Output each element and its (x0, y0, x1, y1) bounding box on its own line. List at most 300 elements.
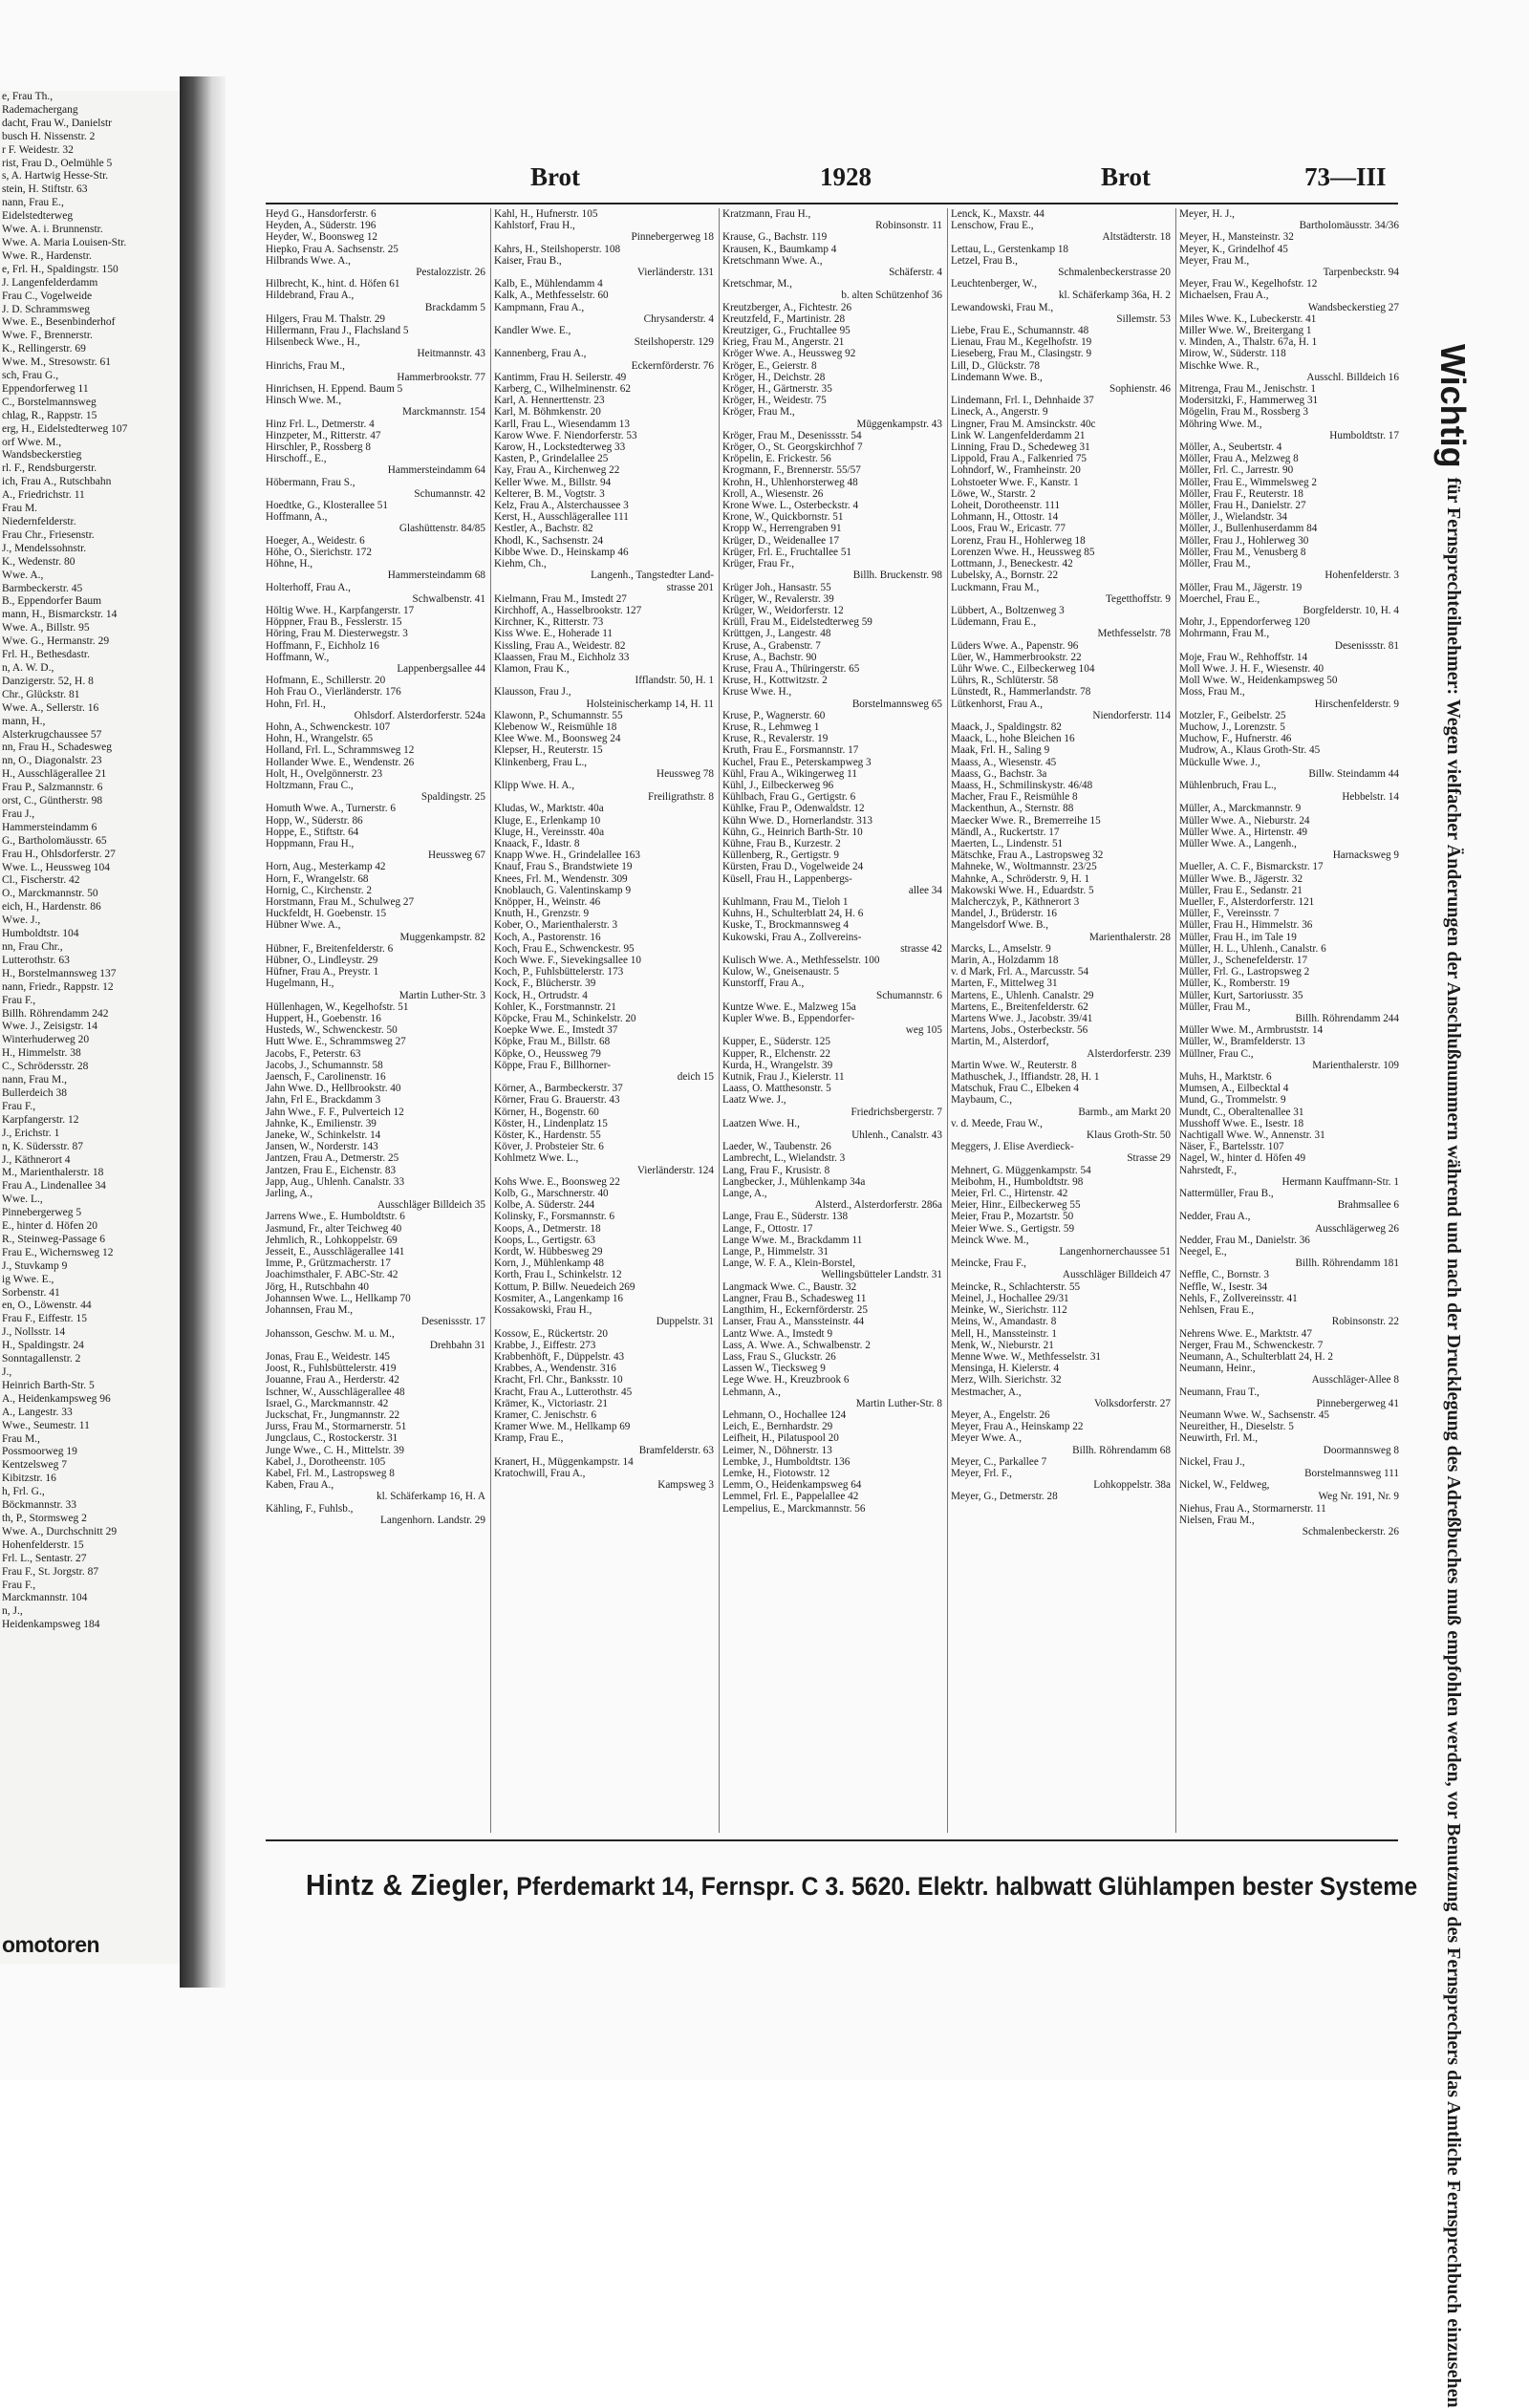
left-page-line: Barmbeckerstr. 45 (2, 582, 83, 594)
entry-continuation: Ausschl. Billdeich 16 (1306, 371, 1399, 383)
column-divider (1175, 208, 1176, 1833)
directory-entry: Kropp W., Herrengraben 91 (722, 523, 842, 535)
directory-entry: Kretschmann Wwe. A., (722, 254, 823, 267)
left-page-line: A., Friedrichstr. 11 (2, 489, 85, 502)
left-page-line: Wwe. A., Durchschnitt 29 (2, 1525, 118, 1537)
left-page-line: Hohenfelderstr. 15 (2, 1538, 84, 1551)
directory-entry: Kranert, H., Müggenkampstr. 14 (494, 1455, 634, 1468)
directory-entry: Langmack Wwe. C., Baustr. 32 (722, 1280, 857, 1293)
left-page-line: Pinnebergerweg 5 (2, 1207, 82, 1219)
directory-entry: Leimer, N., Döhnerstr. 13 (722, 1444, 832, 1456)
directory-entry: Koch, A., Pastorenstr. 16 (494, 931, 601, 943)
directory-entry: Nehls, F., Zollvereinsstr. 41 (1179, 1292, 1298, 1304)
directory-entry: Lührs, R., Schlüterstr. 58 (951, 675, 1059, 687)
directory-entry: Lorenzen Wwe. H., Heussweg 85 (951, 546, 1095, 558)
left-page-line: nn, Frau H., Schadesweg (2, 742, 112, 754)
directory-entry: Nerger, Frau M., Schwenckestr. 7 (1179, 1339, 1324, 1351)
directory-entry: Laatz Wwe. J., (722, 1094, 786, 1107)
directory-entry: Kramp, Frau E., (494, 1432, 564, 1445)
directory-entry: Kober, O., Marienthalerstr. 3 (494, 919, 618, 932)
directory-entry: Israel, G., Marckmannstr. 42 (266, 1397, 389, 1409)
left-page-line: Bullerdeich 38 (2, 1086, 68, 1099)
entry-continuation: Heussweg 78 (657, 767, 714, 780)
left-page-line: K., Rellingerstr. 69 (2, 343, 86, 355)
left-page-line: Wwe. G., Hermanstr. 29 (2, 635, 110, 648)
directory-column-5 (1179, 208, 1401, 1833)
directory-entry: Motzler, F., Geibelstr. 25 (1179, 709, 1286, 721)
directory-entry: Körner, A., Barmbeckerstr. 37 (494, 1083, 623, 1095)
directory-entry: Hutt Wwe. E., Schrammsweg 27 (266, 1036, 406, 1048)
entry-continuation: Schmalenbeckerstrasse 20 (1058, 267, 1171, 279)
entry-continuation: strasse 42 (900, 942, 942, 955)
directory-entry: Hilgers, Frau M. Thalstr. 29 (266, 312, 386, 325)
left-page-line: Heidenkampsweg 184 (2, 1619, 100, 1631)
sidebar-headline: Wichtig (1432, 344, 1473, 468)
left-page-line: J., Nollsstr. 14 (2, 1326, 66, 1339)
directory-entry: Kaiser, Frau B., (494, 254, 562, 267)
left-page-line: Billh. Röhrendamm 242 (2, 1007, 109, 1020)
directory-entry: Neffle, W., Isestr. 34 (1179, 1280, 1268, 1293)
directory-entry: Krüll, Frau M., Eidelstedterweg 59 (722, 616, 872, 629)
left-page-line: J., Mendelssohnstr. (2, 542, 87, 554)
entry-continuation: Schmalenbeckerstr. 26 (1302, 1525, 1399, 1537)
directory-entry: Johannsen Wwe. L., Hellkamp 70 (266, 1292, 411, 1304)
directory-entry: Lantz Wwe. A., Imstedt 9 (722, 1327, 833, 1340)
directory-entry: Letzel, Frau B., (951, 254, 1018, 267)
directory-entry: Krüger, W., Revalerstr. 39 (722, 592, 834, 605)
directory-entry: Juckschat, Fr., Jungmannstr. 22 (266, 1408, 400, 1421)
directory-entry: Kuhlmann, Frau M., Tieloh 1 (722, 895, 849, 908)
directory-entry: Höppner, Frau B., Fesslerstr. 15 (266, 616, 402, 629)
directory-entry: Kelterer, B. M., Vogtstr. 3 (494, 487, 605, 500)
directory-entry: Koepke Wwe. E., Imstedt 37 (494, 1024, 618, 1037)
left-page-line: chlag, R., Rappstr. 15 (2, 409, 97, 421)
directory-entry: Hoffmann, W., (266, 651, 330, 663)
directory-entry: Kottum, P. Billw. Neuedeich 269 (494, 1280, 635, 1293)
directory-entry: Kracht, Frau A., Lutterothstr. 45 (494, 1386, 633, 1398)
directory-entry: Koch Wwe. F., Sievekingsallee 10 (494, 955, 641, 966)
directory-entry: Mudrow, A., Klaus Groth-Str. 45 (1179, 744, 1321, 757)
directory-entry: Langner, Frau B., Schadesweg 11 (722, 1292, 867, 1304)
directory-entry: Hoh Frau O., Vierländerstr. 176 (266, 686, 401, 699)
directory-entry: Moll Wwe. W., Heidenkampsweg 50 (1179, 675, 1338, 687)
left-page-line: Wwe., Seumestr. 11 (2, 1419, 90, 1431)
left-page-lines (0, 91, 180, 1632)
directory-entry: Karow Wwe. F. Niendorferstr. 53 (494, 429, 637, 441)
directory-entry: Möller, Frau H., Danielstr. 27 (1179, 500, 1306, 512)
directory-entry: Krieg, Frau M., Angerstr. 21 (722, 336, 845, 349)
directory-entry: Hübner Wwe. A., (266, 919, 341, 932)
directory-entry: Lohstoeter Wwe. F., Kanstr. 1 (951, 476, 1079, 488)
directory-entry: Hinrichs, Frau M., (266, 359, 345, 372)
entry-continuation: Harnacksweg 9 (1332, 849, 1399, 862)
directory-entry: Lempelius, E., Marckmannstr. 56 (722, 1502, 866, 1515)
directory-entry: Kolb, G., Marschnerstr. 40 (494, 1188, 609, 1200)
directory-entry: Müller, Frau H., im Tale 19 (1179, 931, 1297, 943)
directory-entry: Meibohm, H., Humboldtstr. 98 (951, 1175, 1084, 1188)
entry-continuation: Hermann Kauffmann-Str. 1 (1281, 1175, 1399, 1188)
left-page-line: nann, Friedr., Rappstr. 12 (2, 980, 114, 993)
directory-entry: Kratzmann, Frau H., (722, 208, 811, 220)
left-page-line: n, J., (2, 1605, 23, 1618)
directory-entry: Hohn, Frl. H., (266, 698, 326, 710)
directory-entry: Knoblauch, G. Valentinskamp 9 (494, 884, 632, 896)
directory-entry: Kukowski, Frau A., Zollvereins- (722, 931, 862, 943)
directory-entry: Muhs, H., Marktstr. 6 (1179, 1071, 1272, 1084)
directory-entry: Höltig Wwe. H., Karpfangerstr. 17 (266, 604, 415, 616)
directory-entry: Hoffmann, F., Eichholz 16 (266, 639, 379, 652)
directory-entry: Krabbe, J., Eiffestr. 273 (494, 1339, 596, 1351)
entry-continuation: Eckernförderstr. 76 (631, 359, 714, 372)
directory-entry: Kühl, Frau A., Wikingerweg 11 (722, 767, 857, 780)
left-page-line: J. D. Schrammsweg (2, 303, 90, 315)
directory-entry: Kuchel, Frau E., Peterskampweg 3 (722, 756, 872, 768)
left-page-line: J., Käthnerort 4 (2, 1153, 71, 1166)
directory-entry: Kunstorff, Frau A., (722, 978, 805, 990)
directory-entry: Müller, F., Vereinsstr. 7 (1179, 908, 1280, 920)
directory-entry: Kielmann, Frau M., Imstedt 27 (494, 592, 627, 605)
directory-entry: Mathuschek, J., Iffiandstr. 28, H. 1 (951, 1071, 1100, 1084)
directory-entry: Möller, Frau J., Hohlerweg 30 (1179, 534, 1309, 547)
directory-entry: Hirschler, P., Rossberg 8 (266, 441, 371, 454)
entry-continuation: Barmb., am Markt 20 (1078, 1106, 1171, 1118)
entry-continuation: Ausschlägerweg 26 (1315, 1222, 1399, 1235)
directory-entry: Müller, Frau M., (1179, 1000, 1251, 1013)
directory-entry: Krüger, W., Weidorferstr. 12 (722, 604, 844, 616)
left-page-line: Frau E., Wichernsweg 12 (2, 1246, 114, 1258)
directory-entry: Kretschmar, M., (722, 278, 792, 290)
directory-entry: Neumann, A., Schulterblatt 24, H. 2 (1179, 1350, 1333, 1363)
left-page-line: Wwe. M., Stresowstr. 61 (2, 356, 112, 369)
entry-continuation: Billh. Röhrendamm 68 (1072, 1444, 1171, 1456)
directory-entry: Huppert, H., Goebenstr. 16 (266, 1013, 381, 1025)
directory-entry: Müllner, Frau C., (1179, 1047, 1254, 1060)
left-page-line: orf Wwe. M., (2, 436, 62, 448)
entry-continuation: Humboldtstr. 17 (1329, 429, 1399, 441)
directory-entry: Knuth, H., Grenzstr. 9 (494, 908, 590, 920)
directory-entry: Kahrs, H., Steilshoperstr. 108 (494, 243, 621, 255)
directory-entry: Kohler, K., Forstmannstr. 21 (494, 1000, 616, 1013)
directory-entry: Kludas, W., Marktstr. 40a (494, 803, 604, 815)
directory-entry: Mestmacher, A., (951, 1386, 1022, 1398)
directory-entry: Ischner, W., Ausschlägerallee 48 (266, 1386, 405, 1398)
directory-column-1 (266, 208, 487, 1833)
directory-entry: Neumann, Frau T., (1179, 1386, 1260, 1398)
entry-continuation: Vierländerstr. 124 (636, 1164, 714, 1176)
directory-entry: Müller, A., Marckmannstr. 9 (1179, 803, 1302, 815)
directory-entry: Langthim, H., Eckernförderstr. 25 (722, 1304, 868, 1317)
directory-entry: Meinel, J., Hochallee 29/31 (951, 1292, 1069, 1304)
directory-entry: Neumann Wwe. W., Sachsenstr. 45 (1179, 1408, 1330, 1421)
left-page-line: Wwe. A., (2, 569, 44, 581)
left-page-line: orst, C., Güntherstr. 98 (2, 795, 103, 807)
directory-entry: Marten, F., Mittelweg 31 (951, 978, 1058, 990)
directory-entry: Meyer, Frau A., Heinskamp 22 (951, 1421, 1084, 1433)
left-page-line: Frau P., Salzmannstr. 6 (2, 782, 103, 794)
directory-entry: Klee Wwe. M., Boonsweg 24 (494, 733, 621, 745)
directory-entry: Karow, H., Lockstedterweg 33 (494, 441, 626, 454)
directory-entry: Niehus, Frau A., Stormarnerstr. 11 (1179, 1502, 1326, 1515)
directory-column-4 (951, 208, 1173, 1833)
directory-entry: Jarrens Wwe., E. Humboldtstr. 6 (266, 1211, 405, 1223)
directory-entry: Kratochwill, Frau A., (494, 1467, 586, 1479)
directory-entry: Kock, H., Ortrudstr. 4 (494, 989, 588, 1001)
advertisement-footer (306, 1868, 1418, 1903)
left-page-line: e, Frl. H., Spaldingstr. 150 (2, 263, 118, 275)
directory-entry: Maack, L., hohe Bleichen 16 (951, 733, 1075, 745)
entry-continuation: Hohenfelderstr. 3 (1324, 570, 1399, 582)
directory-entry: Jahn, Frl E., Brackdamm 3 (266, 1094, 381, 1107)
directory-entry: Kruse, R., Revalerstr. 19 (722, 733, 829, 745)
directory-entry: Kürsten, Frau D., Vogelweide 24 (722, 861, 864, 873)
directory-entry: Kiehm, Ch., (494, 558, 547, 570)
directory-entry: Horn, Aug., Mesterkamp 42 (266, 861, 386, 873)
left-page-line: Wwe. R., Hardenstr. (2, 249, 92, 262)
directory-entry: Neffle, C., Bornstr. 3 (1179, 1269, 1269, 1281)
directory-entry: Lineck, A., Angerstr. 9 (951, 406, 1048, 419)
directory-entry: Moss, Frau M., (1179, 686, 1245, 699)
directory-entry: Kaben, Frau A., (266, 1479, 334, 1492)
left-page-line: Frau J., (2, 807, 35, 820)
directory-entry: Horstmann, Frau M., Schulweg 27 (266, 895, 415, 908)
directory-entry: Möller, J., Bullenhuserdamm 84 (1179, 523, 1318, 535)
directory-entry: Meincke, Frau F., (951, 1258, 1026, 1270)
left-page-line: mann, H., Bismarckstr. 14 (2, 609, 118, 621)
directory-entry: Hüllenhagen, W., Kegelhofstr. 51 (266, 1000, 409, 1013)
directory-entry: Marin, A., Holzdamm 18 (951, 955, 1059, 966)
directory-entry: Holtzmann, Frau C., (266, 779, 354, 791)
footer-rule (266, 1839, 1398, 1841)
directory-entry: Hinrichsen, H. Eppend. Baum 5 (266, 383, 403, 396)
left-page-line: H., Himmelstr. 38 (2, 1047, 81, 1060)
directory-entry: Mohrmann, Frau M., (1179, 628, 1270, 640)
entry-continuation: Schwalbenstr. 41 (412, 592, 485, 605)
left-page-line: Wwe. A. Maria Louisen-Str. (2, 236, 127, 248)
entry-continuation: kl. Schäferkamp 36a, H. 2 (1058, 290, 1171, 302)
directory-entry: Muchow, J., Lorenzstr. 5 (1179, 720, 1285, 733)
left-page-line: Kibitzstr. 16 (2, 1473, 56, 1485)
directory-entry: Laeder, W., Taubenstr. 26 (722, 1141, 831, 1153)
left-page-line: Kentzelsweg 7 (2, 1459, 68, 1472)
left-page-line: th, P., Stormsweg 2 (2, 1512, 87, 1524)
directory-entry: Lingner, Frau M. Amsinckstr. 40c (951, 418, 1096, 430)
directory-entry: Lass, A. Wwe. A., Schwalbenstr. 2 (722, 1339, 871, 1351)
entry-continuation: Kampsweg 3 (657, 1479, 714, 1492)
directory-entry: Lottmann, J., Beneckestr. 42 (951, 558, 1073, 570)
entry-continuation: Schumannstr. 42 (414, 487, 485, 500)
directory-entry: Kröger, H., Deichstr. 28 (722, 371, 826, 383)
directory-entry: Hildebrand, Frau A., (266, 290, 355, 302)
directory-entry: Meyer, H., Mansteinstr. 32 (1179, 231, 1294, 244)
directory-entry: Jacobs, F., Peterstr. 63 (266, 1047, 361, 1060)
directory-entry: Krüttgen, J., Langestr. 48 (722, 628, 831, 640)
directory-entry: Horn, F., Wrangelstr. 68 (266, 872, 369, 885)
directory-entry: Mögelin, Frau M., Rossberg 3 (1179, 406, 1308, 419)
directory-entry: Korth, Frau I., Schinkelstr. 12 (494, 1269, 622, 1281)
entry-continuation: Steilshoperstr. 129 (634, 336, 714, 349)
directory-entry: Hugelmann, H., (266, 978, 334, 990)
entry-continuation: Billh. Röhrendamm 181 (1295, 1258, 1399, 1270)
directory-entry: Lünstedt, R., Hammerlandstr. 78 (951, 686, 1091, 699)
directory-entry: Kerst, H., Ausschlägerallee 111 (494, 511, 629, 524)
directory-entry: Kosmiter, A., Langenkamp 16 (494, 1292, 624, 1304)
left-page-line: s, A. Hartwig Hesse-Str. (2, 170, 109, 183)
directory-entry: Jahn Wwe. D., Hellbrookstr. 40 (266, 1083, 401, 1095)
directory-entry: Joost, R., Fuhlsbüttelerstr. 419 (266, 1363, 397, 1375)
entry-continuation: Wellingsbütteler Landstr. 31 (821, 1269, 942, 1281)
directory-entry: Hollander Wwe. E., Wendenstr. 26 (266, 756, 415, 768)
directory-entry: Hillermann, Frau J., Flachsland 5 (266, 325, 409, 337)
entry-continuation: Alsterd., Alsterdorferstr. 286a (814, 1199, 942, 1212)
directory-entry: Kolinsky, F., Forsmannstr. 6 (494, 1211, 615, 1223)
entry-continuation: Altstädterstr. 18 (1102, 231, 1171, 244)
directory-entry: Neureither, H., Dieselstr. 5 (1179, 1421, 1294, 1433)
entry-continuation: Ausschläger Billdeich 47 (1062, 1269, 1171, 1281)
left-page-line: Chr., Glückstr. 81 (2, 688, 80, 700)
directory-entry: Meinck Wwe. M., (951, 1234, 1029, 1246)
directory-entry: Krone Wwe. L., Osterbeckstr. 4 (722, 500, 859, 512)
left-page-line: Wwe. A., Billstr. 95 (2, 622, 90, 634)
directory-entry: Jahn Wwe., F. F., Pulverteich 12 (266, 1106, 404, 1118)
header-left-word: Brot (530, 162, 580, 191)
entry-continuation: Holsteinischerkamp 14, H. 11 (586, 698, 714, 710)
left-page-line: stein, H. Stiftstr. 63 (2, 183, 88, 196)
directory-entry: Lill, D., Glückstr. 78 (951, 359, 1040, 372)
directory-entry: Nickel, W., Feldweg, (1179, 1479, 1270, 1492)
left-page-line: B., Eppendorfer Baum (2, 595, 102, 608)
directory-entry: Mandel, J., Brüderstr. 16 (951, 908, 1057, 920)
directory-entry: Kahlstorf, Frau H., (494, 220, 575, 232)
directory-entry: Klebenow W., Reismühle 18 (494, 720, 617, 733)
column-divider (490, 208, 491, 1833)
directory-entry: Köppe, Frau F., Billhorner- (494, 1059, 611, 1071)
entry-continuation: Drehbahn 31 (429, 1339, 485, 1351)
directory-entry: Kluge, H., Vereinsstr. 40a (494, 826, 605, 838)
directory-entry: Maass, A., Wiesenstr. 45 (951, 756, 1057, 768)
directory-entry: Kreutzberger, A., Fichtestr. 26 (722, 301, 852, 313)
left-page-line: Frau M., (2, 1432, 40, 1445)
left-page-line: busch H. Nissenstr. 2 (2, 130, 96, 142)
directory-entry: Keller Wwe. M., Billstr. 94 (494, 476, 612, 488)
left-page-line: Wwe. A., Sellerstr. 16 (2, 701, 99, 714)
directory-entry: Lüer, W., Hammerbrookstr. 22 (951, 651, 1082, 663)
directory-entry: Kibbe Wwe. D., Heinskamp 46 (494, 546, 629, 558)
directory-entry: Janeke, W., Schinkelstr. 14 (266, 1129, 381, 1142)
directory-entry: Maass, G., Bachstr. 3a (951, 767, 1047, 780)
left-page-line: Hammersteindamm 6 (2, 821, 97, 833)
directory-entry: Müller, W., Bramfelderstr. 13 (1179, 1036, 1305, 1048)
directory-entry: Kissling, Frau A., Weidestr. 82 (494, 639, 626, 652)
directory-entry: Kröger, O., St. Georgskirchhof 7 (722, 441, 863, 454)
left-page-line: ich, Frau A., Rutschbahn (2, 476, 112, 488)
left-page-line: Rademachergang (2, 103, 78, 116)
directory-entry: Krüger, D., Weidenallee 17 (722, 534, 840, 547)
left-page-line: H., Borstelmannsweg 137 (2, 967, 117, 979)
directory-entry: Hübner, F., Breitenfelderstr. 6 (266, 942, 394, 955)
directory-entry: Lehmann, A., (722, 1386, 781, 1398)
directory-entry: Link W. Langenfelderdamm 21 (951, 429, 1086, 441)
entry-continuation: Hirschenfelderstr. 9 (1314, 698, 1399, 710)
directory-entry: Lassen W., Tiecksweg 9 (722, 1363, 826, 1375)
directory-entry: Kirchhoff, A., Hasselbrookstr. 127 (494, 604, 642, 616)
left-page-line: Frau H., Ohlsdorferstr. 27 (2, 848, 116, 860)
left-page-line: Cl., Fischerstr. 42 (2, 874, 80, 887)
left-page-line: Frau Chr., Friesenstr. (2, 528, 95, 541)
directory-column-2 (494, 208, 716, 1833)
directory-column-3 (722, 208, 944, 1833)
directory-entry: Möller, Frau A., Melzweg 8 (1179, 453, 1299, 465)
left-page-line: Frau F., (2, 1579, 36, 1591)
directory-entry: Höbermann, Frau S., (266, 476, 355, 488)
entry-continuation: Methfesselstr. 78 (1097, 628, 1171, 640)
directory-entry: Kuhns, H., Schulterblatt 24, H. 6 (722, 908, 864, 920)
left-page-line: H., Ausschlägerallee 21 (2, 768, 107, 781)
entry-continuation: Hammerbrookstr. 77 (397, 371, 485, 383)
directory-entry: Kupper, R., Elchenstr. 22 (722, 1047, 830, 1060)
directory-entry: Lemmel, Frl. E., Pappelallee 42 (722, 1491, 859, 1503)
directory-entry: Jörg, H., Rutschbahn 40 (266, 1280, 369, 1293)
left-page-line: Frau F., Eiffestr. 15 (2, 1313, 87, 1325)
directory-entry: Lembke, J., Humboldtstr. 136 (722, 1455, 851, 1468)
directory-entry: Moje, Frau W., Rehhoffstr. 14 (1179, 651, 1308, 663)
directory-entry: Klepser, H., Reuterstr. 15 (494, 744, 603, 757)
directory-entry: Neumann, Heinr., (1179, 1363, 1256, 1375)
directory-entry: Kordt, W. Hübbesweg 29 (494, 1246, 603, 1258)
directory-entry: Hohn, H., Wrangelstr. 65 (266, 733, 374, 745)
directory-entry: Kabel, Frl. M., Lastropsweg 8 (266, 1467, 395, 1479)
directory-entry: Hopp, W., Süderstr. 86 (266, 814, 363, 827)
directory-entry: Martens, E., Uhlenh. Canalstr. 29 (951, 989, 1094, 1001)
directory-entry: Karberg, C., Wilhelminenstr. 62 (494, 383, 631, 396)
directory-entry: Kruse, H., Kottwitzstr. 2 (722, 675, 828, 687)
directory-entry: Johannsen, Frau M., (266, 1304, 354, 1317)
directory-entry: Nehrens Wwe. E., Marktstr. 47 (1179, 1327, 1312, 1340)
directory-entry: Kruse Wwe. H., (722, 686, 792, 699)
entry-continuation: Langenhorn. Landstr. 29 (380, 1514, 485, 1526)
directory-entry: Klinkenberg, Frau L., (494, 756, 588, 768)
entry-continuation: Lohkoppelstr. 38a (1093, 1479, 1171, 1492)
directory-entry: Michaelsen, Frau A., (1179, 290, 1269, 302)
directory-entry: Kabel, J., Dorotheenstr. 105 (266, 1455, 386, 1468)
directory-entry: Müller Wwe. A., Langenh., (1179, 837, 1297, 849)
directory-entry: Jonas, Frau E., Weidestr. 145 (266, 1350, 391, 1363)
left-page-line: h, Frl. G., (2, 1486, 45, 1498)
directory-entry: Martens Wwe. J., Jacobstr. 39/41 (951, 1013, 1093, 1025)
entry-continuation: Glashüttenstr. 84/85 (398, 523, 485, 535)
directory-entry: Kulisch Wwe. A., Methfesselstr. 100 (722, 955, 880, 966)
entry-continuation: Martin Luther-Str. 3 (398, 989, 485, 1001)
directory-entry: Knöpper, H., Weinstr. 46 (494, 895, 601, 908)
entry-continuation: Ausschläger-Allee 8 (1311, 1374, 1399, 1387)
directory-entry: Müller, H. L., Uhlenh., Canalstr. 6 (1179, 942, 1326, 955)
left-page-line: Alsterkrugchaussee 57 (2, 728, 102, 741)
left-page-line: dacht, Frau W., Danielstr (2, 117, 112, 129)
left-page-line: J., (2, 1366, 12, 1378)
entry-continuation: Martin Luther-Str. 8 (855, 1397, 942, 1409)
directory-entry: Mund, G., Trommelstr. 9 (1179, 1094, 1286, 1107)
directory-entry: Möller, Frau E., Wimmelsweg 2 (1179, 476, 1317, 488)
directory-entry: Köpcke, Frau M., Schinkelstr. 20 (494, 1013, 636, 1025)
directory-entry: Hilbrecht, K., hint. d. Höfen 61 (266, 278, 400, 290)
directory-entry: Martens, Jobs., Osterbeckstr. 56 (951, 1024, 1088, 1037)
directory-entry: Lass, Frau S., Gluckstr. 26 (722, 1350, 836, 1363)
directory-entry: Neuwirth, Frl. M., (1179, 1432, 1259, 1445)
directory-entry: Nachtigall Wwe. W., Annenstr. 31 (1179, 1129, 1325, 1142)
directory-entry: Jacobs, J., Schumannstr. 58 (266, 1059, 383, 1071)
directory-entry: Krohn, H., Uhlenhorsterweg 48 (722, 476, 858, 488)
directory-entry: Khodl, K., Sachsenstr. 24 (494, 534, 604, 547)
entry-continuation: Schumannstr. 6 (876, 989, 942, 1001)
